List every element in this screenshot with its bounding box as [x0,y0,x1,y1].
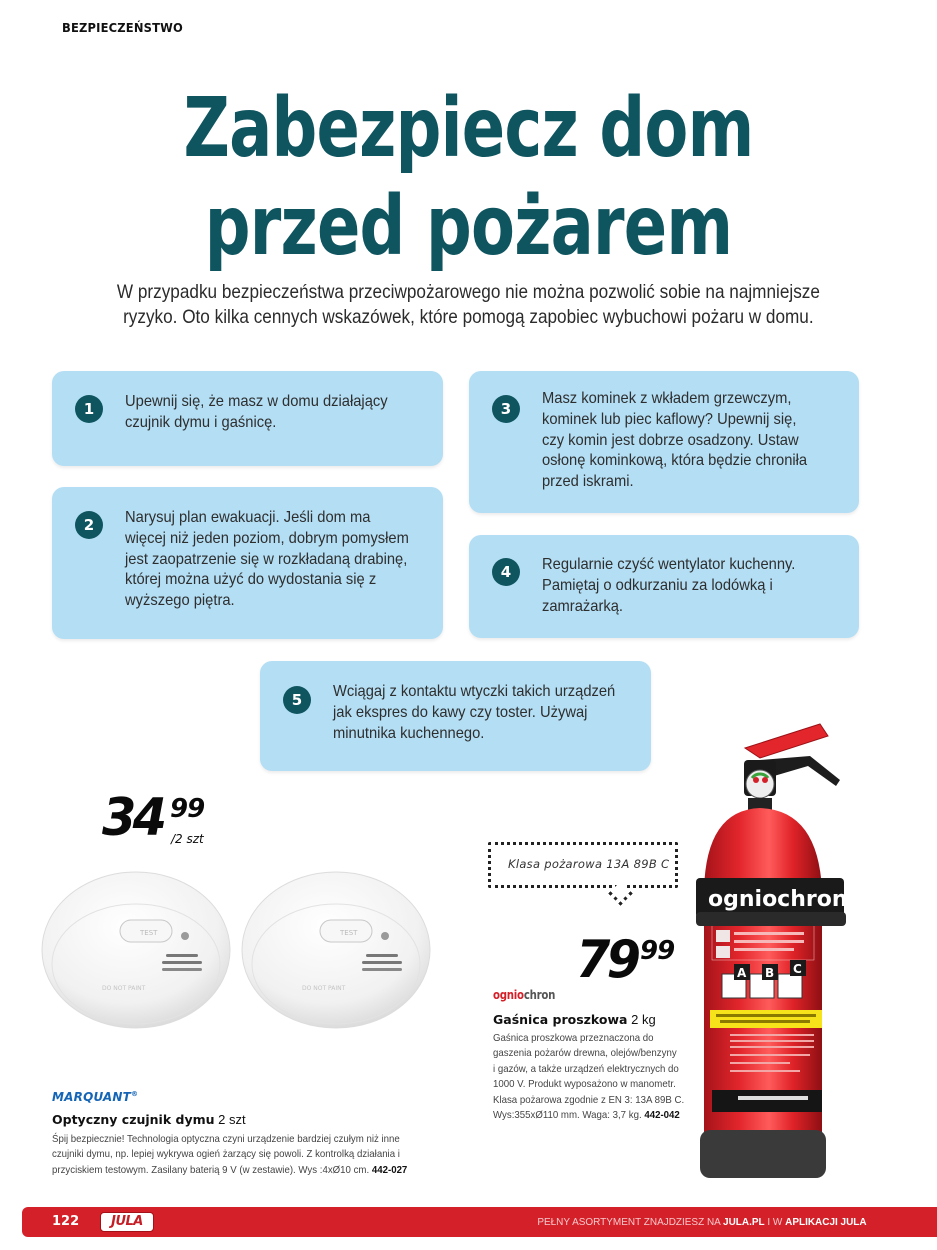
extinguisher-price [576,930,696,990]
site-link[interactable]: JULA.PL [723,1216,766,1228]
footer-bar [22,1207,937,1237]
extinguisher-description: Gaśnica proszkowa przeznaczona do gaszenia pożarów drewna, olejów/benzyny i gazów, a także urządzeń elektrycznych do 1000 V. Produkt wyposażono w manometr. Klasa pożarowa zgodnie z EN 3: 13A 89B C. Wys:355xØ110 mm. Waga: 3,7 kg. 442-042 [493,1032,685,1122]
tip-card-5 [260,661,651,771]
tip-number-badge: 1 [75,395,103,423]
intro-paragraph [40,280,897,330]
smoke-detector-description: Śpij bezpiecznie! Technologia optyczna czyni urządzenie bardziej czułym niż inne czujniki dymu, np. lepiej wykrywa ogień żarzący się powoli. Z kontrolką działania i przyciskiem testowym. Zasilany baterią 9 V (w zestawie). Wys :4xØ10 cm. 442-027 [52,1133,408,1176]
callout-text: Klasa pożarowa 13A 89B C [508,857,670,871]
test-label: TEST [140,929,158,937]
page-title [0,80,937,276]
footer-claim: PEŁNY ASORTYMENT ZNAJDZIESZ NA JULA.PL I W APLIKACJI JULA [537,1216,867,1228]
tip-number-badge: 4 [492,558,520,586]
title-line-2: przed pożarem [204,179,733,274]
product-name: Optyczny czujnik dymu [52,1112,215,1127]
tip-text: Regularnie czyść wentylator kuchenny. Pamiętaj o odkurzaniu za lodówką i zamrażarką. [542,556,796,615]
product-name: Gaśnica proszkowa [493,1012,628,1027]
product-qty: 2 szt [218,1112,246,1127]
class-a-label: A [737,966,747,980]
price-unit: /2 szt [171,832,204,846]
tip-card-3 [469,371,859,513]
smoke-detector-title [52,1112,246,1127]
tip-text: Masz kominek z wkładem grzewczym, kominek lub piec kaflowy? Upewnij się, czy komin jest dobrze osadzony. Ustaw osłonę kominkową, która będzie chroniła przed iskrami. [542,390,808,491]
tip-number-badge: 3 [492,395,520,423]
extinguisher-brand-text: ogniochron [708,887,848,912]
smoke-detector-price [102,788,242,858]
jula-logo: JULA [100,1212,154,1232]
class-b-label: B [765,966,775,980]
brand-logo-marquant: MARQUANT® [52,1090,139,1104]
price-cents: 99 [640,936,675,966]
tip-number-badge: 2 [75,511,103,539]
intro-line: ryzyko. Oto kilka cennych wskazówek, które pomogą zapobiec wybuchowi pożaru w domu. [123,306,814,328]
price-main: 34 [102,788,164,848]
extinguisher-title [493,1012,656,1027]
tip-text: Narysuj plan ewakuacji. Jeśli dom ma więcej niż jeden poziom, dobrym pomysłem jest zaopatrzenie się w rozkładaną drabinę, której można użyć do wydostania się z wyższego piętra. [125,509,409,610]
fire-extinguisher-image [690,720,865,1182]
app-link[interactable]: APLIKACJI JULA [785,1216,867,1228]
svg-text:DO NOT PAINT: DO NOT PAINT [102,985,146,992]
svg-text:TEST: TEST [340,929,358,937]
price-cents: 99 [170,794,205,824]
intro-line: W przypadku bezpieczeństwa przeciwpożarowego nie można pozwolić sobie na najmniejsze [117,281,820,303]
price-main: 79 [576,930,638,990]
section-label: BEZPIECZEŃSTWO [62,20,183,35]
tip-card-4 [469,535,859,638]
product-sku: 442-042 [644,1109,680,1122]
svg-text:DO NOT PAINT: DO NOT PAINT [302,985,346,992]
brand-logo-ogniochron: ogniochron [493,988,556,1002]
tip-card-2 [52,487,443,639]
page-number: 122 [52,1214,80,1229]
smoke-detector-image [40,868,440,1048]
class-c-label: C [793,962,802,976]
title-line-1: Zabezpiecz dom [183,81,754,176]
tip-number-badge: 5 [283,686,311,714]
tip-text: Upewnij się, że masz w domu działający czujnik dymu i gaśnicę. [125,393,388,431]
product-qty: 2 kg [631,1012,656,1027]
product-sku: 442-027 [371,1163,408,1176]
tip-text: Wciągaj z kontaktu wtyczki takich urządzeń jak ekspres do kawy czy toster. Używaj minutnika kuchennego. [333,683,616,742]
tip-card-1 [52,371,443,466]
